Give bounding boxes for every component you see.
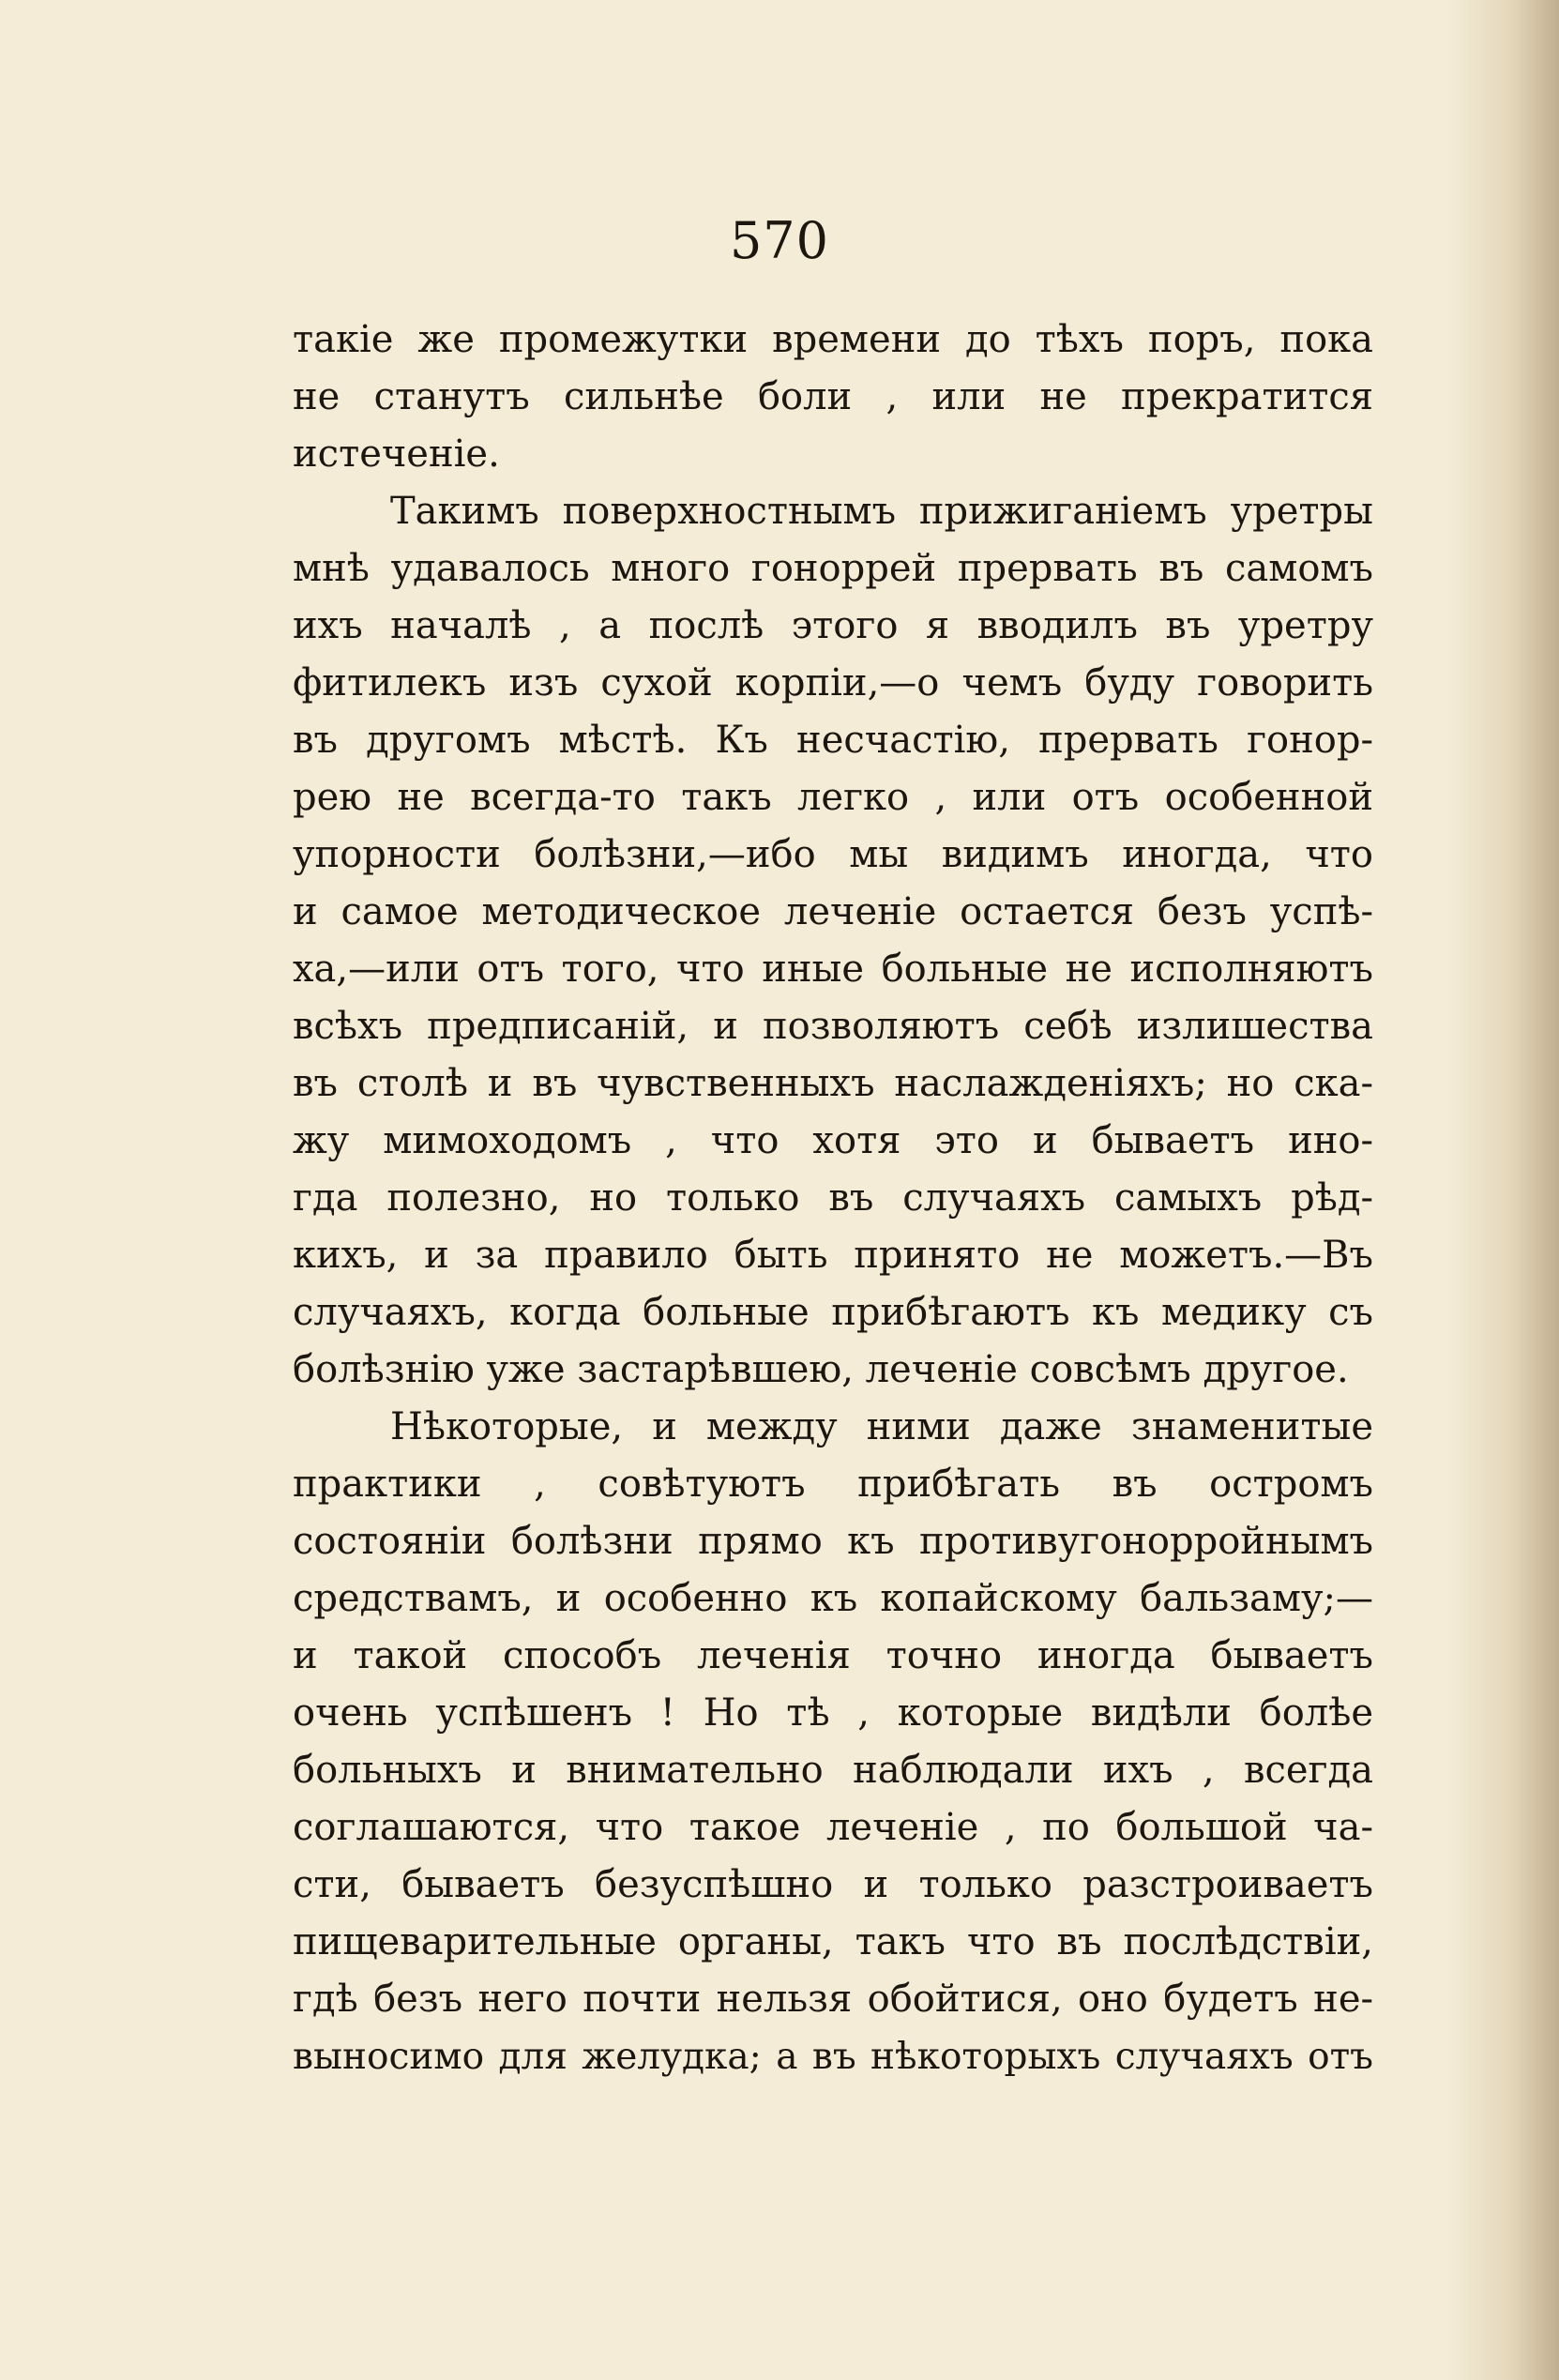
text-line: средствамъ, и особенно къ копайскому бальзаму;— <box>293 1577 1373 1620</box>
text-line: сти, бываетъ безуспѣшно и только разстроиваетъ <box>293 1863 1373 1906</box>
text-line: и самое методическое леченіе остается безъ успѣ- <box>293 890 1373 933</box>
page-number: 570 <box>729 211 830 270</box>
text-line: кихъ, и за правило быть принято не можетъ.—Въ <box>293 1234 1373 1277</box>
text-line: соглашаются, что такое леченіе , по большой ча- <box>293 1806 1373 1849</box>
text-line: пищеварительные органы, такъ что въ послѣдствіи, <box>293 1920 1373 1963</box>
text-line: практики , совѣтуютъ прибѣгать въ остромъ <box>293 1463 1373 1506</box>
text-line: всѣхъ предписаній, и позволяютъ себѣ излишества <box>293 1005 1373 1048</box>
text-line: гдѣ безъ него почти нельзя обойтися, оно будетъ не- <box>293 1978 1373 2021</box>
text-line: очень успѣшенъ ! Но тѣ , которые видѣли болѣе <box>293 1691 1373 1735</box>
text-line: рею не всегда-то такъ легко , или отъ особенной <box>293 776 1373 819</box>
text-line: Нѣкоторые, и между ними даже знаменитые <box>390 1405 1373 1448</box>
body-text <box>293 311 1373 2085</box>
text-line: случаяхъ, когда больные прибѣгаютъ къ медику съ <box>293 1291 1373 1334</box>
text-line: и такой способъ леченія точно иногда бываетъ <box>293 1634 1373 1677</box>
text-line: истеченіе. <box>293 432 500 476</box>
text-line: въ столѣ и въ чувственныхъ наслажденіяхъ; но ска- <box>293 1062 1373 1105</box>
text-line: упорности болѣзни,—ибо мы видимъ иногда, что <box>293 833 1373 876</box>
text-line: жу мимоходомъ , что хотя это и бываетъ ино- <box>293 1119 1373 1162</box>
text-line: фитилекъ изъ сухой корпіи,—о чемъ буду говорить <box>293 661 1373 705</box>
text-line: мнѣ удавалось много гоноррей прервать въ самомъ <box>293 547 1373 590</box>
text-line: гда полезно, но только въ случаяхъ самыхъ рѣд- <box>293 1176 1373 1220</box>
text-line: больныхъ и внимательно наблюдали ихъ , всегда <box>293 1749 1373 1792</box>
text-line: выносимо для желудка; а въ нѣкоторыхъ случаяхъ отъ <box>293 2036 1373 2078</box>
text-line: въ другомъ мѣстѣ. Къ несчастію, прервать гонор- <box>293 719 1373 762</box>
text-line: болѣзнію уже застарѣвшею, леченіе совсѣмъ другое. <box>293 1348 1349 1391</box>
text-line: ха,—или отъ того, что иные больные не исполняютъ <box>293 947 1373 991</box>
text-line: Такимъ поверхностнымъ прижиганіемъ уретры <box>390 490 1373 533</box>
text-line: такіе же промежутки времени до тѣхъ поръ, пока <box>293 318 1373 361</box>
text-line: не станутъ сильнѣе боли , или не прекратится <box>293 375 1373 418</box>
text-line: состояніи болѣзни прямо къ противугонорройнымъ <box>293 1520 1373 1563</box>
page-edge-shadow <box>1446 0 1559 2380</box>
text-line: ихъ началѣ , а послѣ этого я вводилъ въ уретру <box>293 604 1373 647</box>
